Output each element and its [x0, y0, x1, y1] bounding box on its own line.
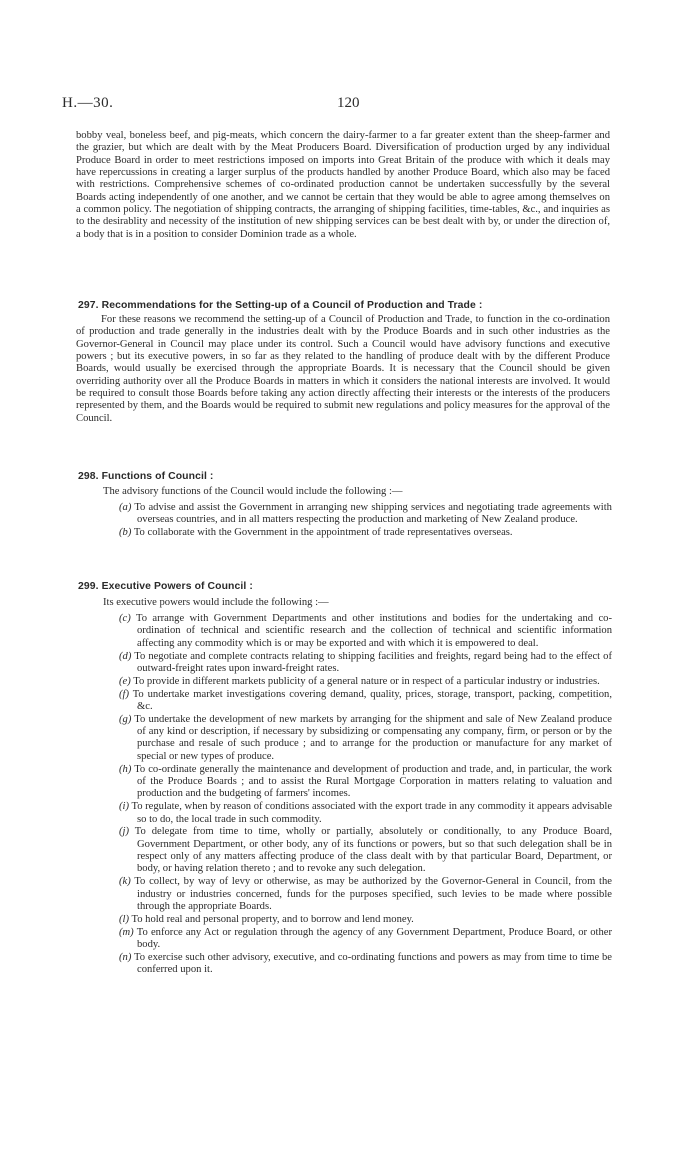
list-item — [119, 502, 612, 527]
item-marker: (i) — [119, 801, 129, 813]
list-item — [119, 613, 612, 650]
item-text: To regulate, when by reason of conditions associated with the export trade in any commodity it appears advisable so to do, the local trade in such commodity. — [131, 801, 613, 825]
section-298-heading: 298. Functions of Council : — [78, 471, 214, 482]
intro-paragraph: bobby veal, boneless beef, and pig-meats, which concern the dairy-farmer to a far greater extent than the sheep-farmer and the grazier, but which are dealt with by the Meat Producers Board. Diversification of production urged by any individual Produce Board in order to meet restrictions imposed on imports into Great Britain of the produce with which it deals may have repercussions in creating a larger surplus of the products handled by another Produce Board, which also may be faced with restrictions. Comprehensive schemes of co-ordinated production cannot be undertaken successfully by the several Boards acting independently of one another, and we cannot be certain that they would be able to agree among themselves on a common policy. The negotiation of shipping contracts, the arranging of shipping facilities, time-tables, &c., and inquiries as to the desirablity and necessity of the institution of new shipping services can be best dealt with by, or under the direction of, a body that is in a position to consider Dominion trade as a whole. — [76, 130, 610, 240]
item-marker: (n) — [119, 951, 132, 963]
section-299-heading: 299. Executive Powers of Council : — [78, 581, 253, 592]
list-item — [119, 764, 612, 801]
item-marker: (h) — [119, 763, 132, 775]
list-item — [119, 689, 612, 714]
section-298-lead: The advisory functions of the Council would include the following :— — [103, 486, 403, 497]
list-item — [119, 801, 612, 826]
item-marker: (j) — [119, 826, 129, 838]
item-text: To collect, by way of levy or otherwise, as may be authorized by the Governor-General in Council, from the industry or industries concerned, funds for the purposes specified, such levies to be made where possible through the appropriate Boards. — [134, 876, 612, 912]
item-text: To provide in different markets publicity of a general nature or in respect of a particular industry or industries. — [133, 675, 600, 687]
list-item — [119, 676, 612, 688]
item-text: To undertake market investigations covering demand, quality, prices, storage, transport, packing, competition, &c. — [132, 688, 612, 712]
section-299-lead: Its executive powers would include the following :— — [103, 597, 329, 608]
item-marker: (d) — [119, 650, 132, 662]
item-marker: (m) — [119, 926, 134, 938]
list-item — [119, 714, 612, 763]
item-text: To collaborate with the Government in the appointment of trade representatives overseas. — [133, 527, 513, 539]
item-marker: (f) — [119, 688, 129, 700]
item-text: To exercise such other advisory, executive, and co-ordinating functions and powers as may from time to time be conferred upon it. — [134, 951, 612, 976]
section-298-list — [119, 502, 612, 540]
list-item — [119, 527, 612, 539]
item-marker: (k) — [119, 876, 131, 888]
item-text: To enforce any Act or regulation through the agency of any Government Department, Produce Board, or other body. — [136, 926, 612, 950]
item-marker: (g) — [119, 713, 132, 725]
list-item — [119, 826, 612, 875]
item-marker: (e) — [119, 675, 131, 687]
section-297-body: For these reasons we recommend the setting-up of a Council of Production and Trade, to function in the co-ordination of production and trade generally in the industries dealt with by the Produce Boards and in such other industries as the Governor-General in Council may place under its control. Such a Council would have advisory functions and executive powers ; but its executive powers, in so far as they related to the handling of produce dealt with by the different Produce Boards, would usually be exercised through the appropriate Boards. It is necessary that the Council should be given overriding authority over all the Produce Boards in matters in which it considers the national interests are involved. It would be required to consult those Boards before taking any action directly affecting their interests or the interests of the producers represented by them, and the Boards would be required to submit new regulations and policy measures for the approval of the Council. — [76, 314, 610, 424]
list-item — [119, 876, 612, 913]
item-marker: (b) — [119, 527, 132, 539]
item-text: To co-ordinate generally the maintenance and development of production and trade, and, in particular, the work of the Produce Boards ; and to assist the Rural Mortgage Corporation in matters relating to valuation and production and the budgeting of farmers' incomes. — [134, 763, 612, 800]
item-text: To undertake the development of new markets by arranging for the shipment and sale of New Zealand produce of any kind or description, if necessary by subsidizing or compensating any company, firm, or person or by the purchase and resale of such produce ; and to arrange for the production or manufacture for any market of special or new types of produce. — [134, 713, 612, 762]
document-reference: H.—30. — [62, 95, 114, 111]
list-item — [119, 952, 612, 977]
page-header — [62, 95, 622, 115]
list-item — [119, 651, 612, 676]
item-marker: (a) — [119, 502, 132, 513]
item-text: To hold real and personal property, and to borrow and lend money. — [131, 913, 414, 925]
list-item — [119, 927, 612, 952]
list-item — [119, 914, 612, 926]
page-number: 120 — [337, 95, 360, 111]
item-text: To negotiate and complete contracts relating to shipping facilities and freights, regard being had to the effect of outward-freight rates upon inward-freight rates. — [134, 650, 612, 674]
item-text: To arrange with Government Departments and other institutions and bodies for the undertaking and co-ordination of technical and scientific research and the collection of technical and scientific information affecting any commodity which is or may be exported and with which it is empowered to deal. — [135, 613, 612, 649]
section-299-list — [119, 613, 612, 977]
section-297-heading: 297. Recommendations for the Setting-up of a Council of Production and Trade : — [78, 300, 483, 311]
item-marker: (c) — [119, 613, 131, 624]
item-marker: (l) — [119, 913, 129, 925]
item-text: To delegate from time to time, wholly or partially, absolutely or conditionally, to any Produce Board, Government Department, or other body, any of its functions or powers, but so that such delegation shall be in respect only of any matters affecting produce of the class dealt with by that particular Board, Department, or body, or having relation thereto ; and to revoke any such delegation. — [134, 826, 612, 875]
item-text: To advise and assist the Government in arranging new shipping services and negotiating trade agreements with overseas countries, and in all matters respecting the production and marketing of New Zealand produce. — [134, 502, 612, 526]
